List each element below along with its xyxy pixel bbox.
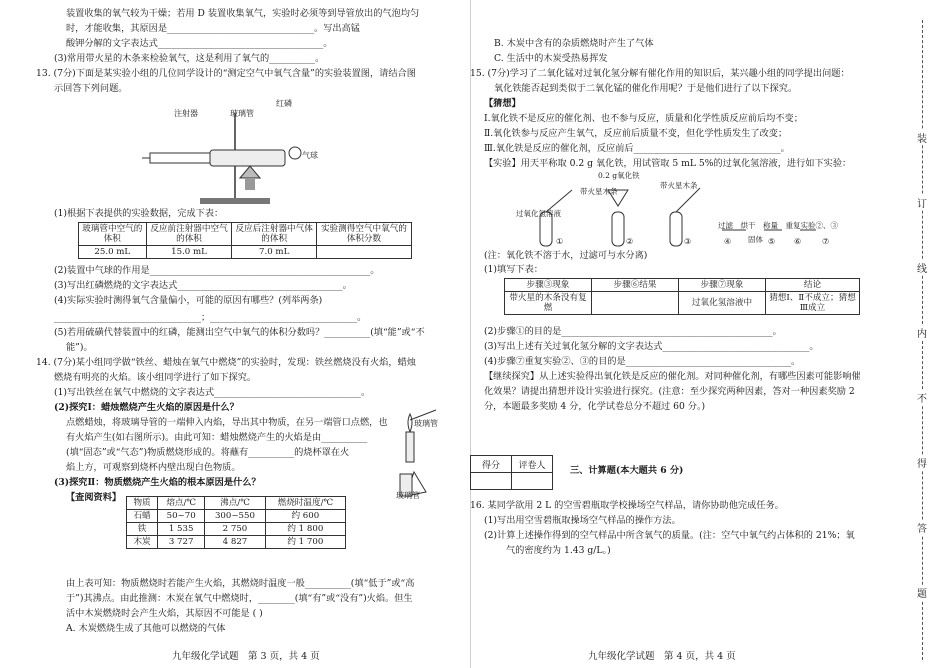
text-line: C. 生活中的木炭受热易挥发 bbox=[494, 53, 608, 64]
text-line: ________________________________；________________________________。 bbox=[54, 312, 367, 323]
text-line: 【实验】用天平称取 0.2 g 氧化铁，用试管取 5 mL 5%的过氧化氢溶液，进行如下实验： bbox=[484, 158, 852, 169]
text-line: (2)计算上述操作得到的空气样品中所含氧气的质量。(注：空气中氧气约占体积的 21%；氧 bbox=[484, 530, 855, 541]
label-glass-tube: 玻璃管 bbox=[414, 419, 438, 428]
text-line: (1)根据下表提供的实验数据，完成下表： bbox=[54, 208, 224, 219]
text-line: 活中木炭燃烧时会产生火焰，其原因不可能是 ( ) bbox=[66, 608, 263, 619]
binding-char: 答 bbox=[914, 520, 930, 535]
page-footer: 九年级化学试题 第 3 页，共 4 页 bbox=[172, 651, 320, 662]
table-cell: 1 535 bbox=[158, 523, 205, 536]
binding-margin bbox=[908, 20, 938, 660]
table-header: 步骤⑦现象 bbox=[679, 279, 766, 292]
table-cell: 3 727 bbox=[158, 536, 205, 549]
section-heading: 三、计算题(本大题共 6 分) bbox=[570, 465, 684, 476]
step-marker: ② bbox=[626, 237, 634, 246]
text-line: A. 木炭燃烧生成了其他可以燃烧的气体 bbox=[66, 623, 226, 634]
table-header: 步骤③现象 bbox=[505, 279, 592, 292]
binding-char: 不 bbox=[914, 390, 930, 405]
text-line: 气的密度约为 1.43 g/L。) bbox=[506, 545, 611, 556]
table-cell: 15.0 mL bbox=[146, 246, 232, 259]
text-line: Ⅰ.氧化铁不是反应的催化剂、也不参与反应，质量和化学性质反应前后均不变； bbox=[484, 113, 803, 124]
table-cell: 300~550 bbox=[205, 510, 265, 523]
text-line: 燃烧有明亮的火焰。该小组同学进行了如下探究。 bbox=[54, 372, 257, 383]
text-line: 【猜想】 bbox=[484, 98, 521, 109]
text-line: (4)实际实验时测得氧气含量偏小，可能的原因有哪些？(列举两条) bbox=[54, 295, 323, 306]
grader-label: 评卷人 bbox=[512, 456, 553, 473]
step-marker: ⑥ bbox=[794, 237, 802, 246]
binding-char: 线 bbox=[914, 260, 930, 275]
text-line: 能”)。 bbox=[66, 342, 93, 353]
label-wood-splint: 带火星木条 bbox=[580, 187, 618, 196]
text-line: (1)写出用空雪碧瓶取操场空气样品的操作方法。 bbox=[484, 515, 681, 526]
table-cell: 石蜡 bbox=[127, 510, 158, 523]
table-header: 步骤⑥结果 bbox=[592, 279, 679, 292]
table-cell: 带火星的木条没有复燃 bbox=[505, 292, 592, 315]
text-line: (3)探究Ⅱ：物质燃烧产生火焰的根本原因是什么？ bbox=[54, 477, 261, 488]
label-steps: 过滤 烘干 称量 重复实验②、③ bbox=[718, 221, 838, 230]
table-cell bbox=[316, 246, 411, 259]
table-header: 实验测得空气中氧气的体积分数 bbox=[316, 223, 411, 246]
label-glass-tube: 玻璃管 bbox=[230, 109, 254, 118]
table-header: 燃烧时温度/℃ bbox=[265, 497, 345, 510]
text-line: 装置收集的氧气较为干燥；若用 D 装置收集氧气，实验时必须等到导管放出的气泡均匀 bbox=[66, 8, 420, 19]
table-header: 物质 bbox=[127, 497, 158, 510]
table-cell: 约 600 bbox=[265, 510, 345, 523]
text-line: (2)探究Ⅰ：蜡烛燃烧产生火焰的原因是什么？ bbox=[54, 402, 239, 413]
table-cell: 猜想Ⅰ、Ⅱ不成立；猜想Ⅲ成立 bbox=[766, 292, 860, 315]
text-line: Ⅱ.氧化铁参与反应产生氧气，反应前后质量不变，但化学性质发生了改变； bbox=[484, 128, 788, 139]
text-line: 时，才能收集，其原因是________________________________。写出高锰 bbox=[66, 23, 360, 34]
text-line: (4)步骤⑦重复实验②、③的目的是____________________________________。 bbox=[484, 356, 801, 367]
score-cell bbox=[471, 473, 512, 490]
text-line: (5)若用硫磺代替装置中的红磷，能测出空气中氧气的体积分数吗？__________(填“能”或“不 bbox=[54, 327, 425, 338]
step-marker: ③ bbox=[684, 237, 692, 246]
text-line: 【继续探究】从上述实验得出氧化铁是反应的催化剂。对同种催化剂，有哪些因素可能影响催 bbox=[484, 371, 861, 382]
table-15 bbox=[504, 278, 860, 315]
step-marker: ⑤ bbox=[768, 237, 776, 246]
label-iron-oxide: 0.2 g氧化铁 bbox=[598, 171, 640, 180]
table-cell: 铁 bbox=[127, 523, 158, 536]
table-cell: 25.0 mL bbox=[79, 246, 147, 259]
text-line: (注：氧化铁不溶于水，过滤可与水分离) bbox=[484, 250, 648, 261]
table-cell: 约 1 800 bbox=[265, 523, 345, 536]
binding-char: 装 bbox=[914, 130, 930, 145]
step-marker: ⑦ bbox=[822, 237, 830, 246]
label-syringe: 注射器 bbox=[174, 109, 198, 118]
table-cell: 7.0 mL bbox=[232, 246, 316, 259]
text-line: (1)写出铁丝在氧气中燃烧的文字表达式________________________________。 bbox=[54, 387, 371, 398]
grader-cell bbox=[512, 473, 553, 490]
table-cell bbox=[592, 292, 679, 315]
table-13 bbox=[78, 222, 412, 259]
binding-char: 题 bbox=[914, 585, 930, 600]
label-peroxide: 过氧化氢溶液 bbox=[516, 209, 561, 218]
label-balloon: 气球 bbox=[302, 151, 318, 160]
score-label: 得分 bbox=[471, 456, 512, 473]
page-4 bbox=[470, 0, 950, 668]
text-line: 示回答下列问题。 bbox=[54, 83, 128, 94]
label-wood-splint: 带火星木条 bbox=[660, 181, 698, 190]
table-header: 结论 bbox=[766, 279, 860, 292]
step-marker: ① bbox=[556, 237, 564, 246]
table-header: 熔点/℃ bbox=[158, 497, 205, 510]
binding-line bbox=[922, 20, 923, 660]
step-marker: ④ bbox=[724, 237, 732, 246]
label-glass-tube: 玻璃管 bbox=[396, 491, 420, 500]
table-cell: 约 1 700 bbox=[265, 536, 345, 549]
text-line: (1)填写下表： bbox=[484, 264, 543, 275]
table-header: 玻璃管中空气的体积 bbox=[79, 223, 147, 246]
table-cell: 木炭 bbox=[127, 536, 158, 549]
label-red-phosphorus: 红磷 bbox=[276, 99, 292, 108]
table-cell: 2 750 bbox=[205, 523, 265, 536]
binding-char: 得 bbox=[914, 455, 930, 470]
table-cell: 过氧化氢溶液中 bbox=[679, 292, 766, 315]
text-line: 氧化铁能否起到类似于二氧化锰的催化作用呢？于是他们进行了以下探究。 bbox=[494, 83, 798, 94]
text-line: (3)写出红磷燃烧的文字表达式____________________________________。 bbox=[54, 280, 352, 291]
text-line: 酸钾分解的文字表达式____________________________________。 bbox=[66, 38, 333, 49]
table-cell: 50~70 bbox=[158, 510, 205, 523]
text-line: (3)常用带火星的木条来检验氧气，这是利用了氧气的__________。 bbox=[54, 53, 325, 64]
text-line: 有火焰产生(如右图所示)。由此可知：蜡烛燃烧产生的火焰是由__________ bbox=[66, 432, 368, 443]
text-line: 由上表可知：物质燃烧时若能产生火焰，其燃烧时温度一般__________(填“低于”或“高 bbox=[66, 578, 415, 589]
question-15: 15. (7分)学习了二氧化锰对过氧化氢分解有催化作用的知识后，某兴趣小组的同学提出问题： bbox=[470, 68, 850, 79]
text-line: 【查阅资料】 bbox=[66, 492, 122, 503]
text-line: 焰上方，可观察到烧杯内壁出现白色物质。 bbox=[66, 462, 241, 473]
text-line: (2)步骤①的目的是______________________________________________。 bbox=[484, 326, 782, 337]
text-line: Ⅲ.氧化铁是反应的催化剂，反应前后________________________________。 bbox=[484, 143, 790, 154]
page-3 bbox=[0, 0, 470, 668]
binding-char: 内 bbox=[914, 325, 930, 340]
table-header: 反应前注射器中空气的体积 bbox=[146, 223, 232, 246]
label-solid: 固体 bbox=[748, 235, 763, 244]
table-header: 沸点/℃ bbox=[205, 497, 265, 510]
text-line: 于”)其沸点。由此推测：木炭在氧气中燃烧时，________(填“有”或“没有”)火焰。但生 bbox=[66, 593, 413, 604]
score-box bbox=[470, 455, 553, 490]
text-line: (2)装置中气球的作用是________________________________________________。 bbox=[54, 265, 380, 276]
text-line: (填“固态”或“气态”)物质燃烧形成的。将蘸有__________的烧杯罩在火 bbox=[66, 447, 350, 458]
table-14 bbox=[126, 496, 346, 549]
text-line: 化效果？请提出猜想并设计实验进行探究。(注意：至少探究两种因素，答对一种因素奖励 2 bbox=[484, 386, 855, 397]
table-cell: 4 827 bbox=[205, 536, 265, 549]
binding-char: 订 bbox=[914, 195, 930, 210]
page-footer: 九年级化学试题 第 4 页，共 4 页 bbox=[588, 651, 736, 662]
text-line: (3)写出上述有关过氧化氢分解的文字表达式________________________________。 bbox=[484, 341, 819, 352]
text-line: 点燃蜡烛，将玻璃导管的一端伸入内焰，导出其中物质，在另一端管口点燃，也 bbox=[66, 417, 388, 428]
text-line: 分，本题最多奖励 4 分，化学试卷总分不超过 60 分。) bbox=[484, 401, 706, 412]
table-header: 反应后注射器中气体的体积 bbox=[232, 223, 316, 246]
question-16: 16. 某同学欲用 2 L 的空雪碧瓶取学校操场空气样品，请你协助他完成任务。 bbox=[470, 500, 784, 511]
text-line: B. 木炭中含有的杂质燃烧时产生了气体 bbox=[494, 38, 654, 49]
question-14: 14. (7分)某小组同学做“铁丝、蜡烛在氧气中燃烧”的实验时，发现：铁丝燃烧没有火焰，蜡烛 bbox=[36, 357, 416, 368]
question-13: 13. (7分)下面是某实验小组的几位同学设计的“测定空气中氧气含量”的实验装置图，请结合图 bbox=[36, 68, 416, 79]
